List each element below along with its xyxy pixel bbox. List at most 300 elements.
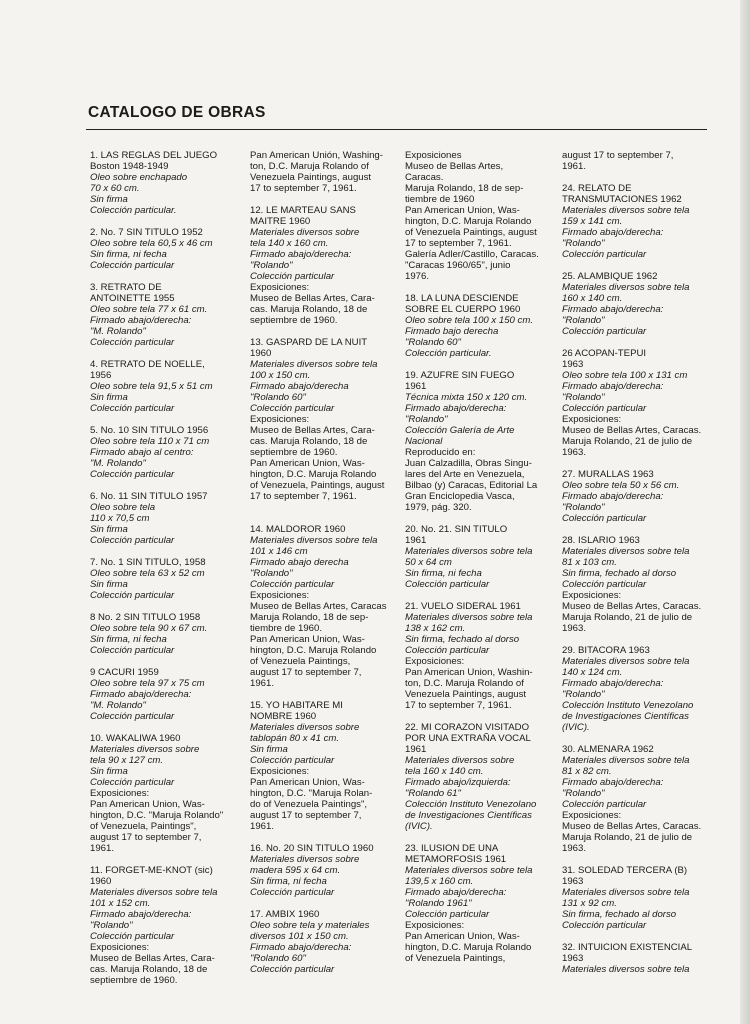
entry-line: Colección particular — [562, 799, 647, 810]
entry-line: 1961. — [90, 843, 115, 854]
entry-line: 1961. — [250, 678, 275, 689]
catalog-entry — [562, 271, 707, 337]
entry-line: septiembre de 1960. — [90, 975, 178, 986]
entry-line: Colección particular — [250, 887, 335, 898]
entry-line: Pan American Union, Was- — [405, 931, 520, 942]
entry-line: cas. Maruja Rolando, 18 de — [250, 436, 368, 447]
catalog-entry — [562, 150, 707, 172]
entry-line: 1963. — [562, 623, 587, 634]
entry-line: Firmado bajo derecha — [405, 326, 499, 337]
catalog-entry — [250, 909, 395, 975]
entry-line: Colección particular — [562, 403, 647, 414]
entry-line: Firmado abajo/derecha: — [405, 887, 507, 898]
entry-title: 9 CACURI 1959 — [90, 667, 159, 678]
entry-line: Museo de Bellas Artes, Cara- — [90, 953, 215, 964]
catalog-entry — [250, 843, 395, 898]
entry-title: 6. No. 11 SIN TITULO 1957 — [90, 491, 208, 502]
entry-line: Exposiciones: — [90, 942, 150, 953]
entry-title: 5. No. 10 SIN TITULO 1956 — [90, 425, 209, 436]
entry-line: Sin firma — [90, 766, 128, 777]
entry-line: hington, D.C. Maruja Rolando — [250, 645, 377, 656]
entry-line: Pan American Union, Washin- — [405, 667, 533, 678]
entry-line: 1979, pág. 320. — [405, 502, 472, 513]
entry-line: Materiales diversos sobre tela — [405, 865, 533, 876]
catalog-column-3 — [405, 150, 550, 975]
entry-line: Colección particular — [562, 513, 647, 524]
entry-line: Maruja Rolando, 21 de julio de — [562, 612, 693, 623]
entry-title: 17. AMBIX 1960 — [250, 909, 320, 920]
entry-line: Exposiciones: — [250, 766, 310, 777]
entry-title: TRANSMUTACIONES 1962 — [562, 194, 682, 205]
entry-title: NOMBRE 1960 — [250, 711, 317, 722]
title-rule — [86, 129, 707, 130]
catalog-entry — [250, 150, 395, 194]
catalog-entry — [90, 557, 235, 601]
entry-title: METAMORFOSIS 1961 — [405, 854, 507, 865]
entry-line: 1960 — [250, 348, 272, 359]
entry-line: Materiales diversos sobre — [405, 755, 515, 766]
entry-title: 16. No. 20 SIN TITULO 1960 — [250, 843, 374, 854]
entry-line: Museo de Bellas Artes, Cara- — [250, 293, 375, 304]
entry-line: Sin firma, fechado al dorso — [562, 909, 677, 920]
entry-line: diversos 101 x 150 cm. — [250, 931, 349, 942]
entry-line: Exposiciones: — [562, 590, 622, 601]
entry-line: ton, D.C. Maruja Rolando of — [405, 678, 524, 689]
entry-line: Firmado abajo/derecha: — [562, 227, 664, 238]
entry-title: 11. FORGET-ME-KNOT (sic) — [90, 865, 213, 876]
catalog-entry — [90, 733, 235, 854]
entry-line: hington, D.C. Maruja Rolando — [405, 942, 532, 953]
entry-line: Exposiciones: — [250, 282, 310, 293]
entry-line: "Rolando" — [562, 392, 605, 403]
entry-line: 17 to september 7, 1961. — [250, 183, 357, 194]
catalog-entry — [562, 348, 707, 458]
entry-line: Materiales diversos sobre tela — [562, 964, 690, 975]
entry-line: Sin firma, ni fecha — [250, 876, 327, 887]
entry-line: tela 140 x 160 cm. — [250, 238, 329, 249]
entry-line: Pan American Union, Was- — [405, 205, 520, 216]
entry-line: hington, D.C. "Maruja Rolan- — [250, 788, 373, 799]
entry-line: Oleo sobre tela 110 x 71 cm — [90, 436, 210, 447]
entry-line: "Rolando" — [250, 260, 293, 271]
entry-line: 159 x 141 cm. — [562, 216, 623, 227]
entry-line: Firmado abajo/derecha: — [250, 942, 352, 953]
entry-line: Colección Instituto Venezolano — [405, 799, 537, 810]
entry-line: 1963 — [562, 876, 584, 887]
entry-line: Colección particular — [250, 755, 335, 766]
entry-line: Colección particular. — [90, 205, 177, 216]
entry-line: Firmado abajo/derecha: — [250, 249, 352, 260]
entry-line: 1963 — [562, 953, 584, 964]
entry-line: Colección Galería de Arte — [405, 425, 515, 436]
entry-title: 10. WAKALIWA 1960 — [90, 733, 181, 744]
entry-line: Oleo sobre tela 63 x 52 cm — [90, 568, 205, 579]
catalog-entry — [405, 150, 550, 282]
entry-line: of Venezuela Paintings, august — [405, 227, 537, 238]
entry-line: Exposiciones: — [562, 810, 622, 821]
catalog-entry — [250, 337, 395, 502]
entry-line: Colección particular — [90, 931, 175, 942]
entry-line: august 17 to september 7, — [250, 667, 362, 678]
entry-line: Firmado abajo/derecha: — [562, 381, 664, 392]
entry-title: 25. ALAMBIQUE 1962 — [562, 271, 658, 282]
entry-line: de Investigaciones Científicas — [405, 810, 532, 821]
entry-line: Firmado abajo/derecha: — [562, 777, 664, 788]
entry-line: Colección particular — [90, 711, 175, 722]
entry-line: tiembre de 1960. — [250, 623, 322, 634]
entry-title: 26 ACOPAN-TEPUI — [562, 348, 647, 359]
entry-line: Firmado abajo derecha — [250, 557, 349, 568]
entry-line: Oleo sobre tela 60,5 x 46 cm — [90, 238, 213, 249]
entry-title: 22. MI CORAZON VISITADO — [405, 722, 530, 733]
entry-line: Exposiciones — [405, 150, 462, 161]
entry-line: Colección particular — [250, 271, 335, 282]
entry-line: Colección particular — [562, 920, 647, 931]
entry-line: Exposiciones: — [90, 788, 150, 799]
entry-line: Museo de Bellas Artes, Caracas. — [562, 425, 702, 436]
catalog-entry — [90, 612, 235, 656]
catalog-entry — [250, 205, 395, 326]
entry-line: "Rolando 60" — [250, 392, 306, 403]
entry-line: Colección particular — [250, 964, 335, 975]
entry-line: Firmado abajo/derecha: — [562, 491, 664, 502]
entry-line: Oleo sobre tela 91,5 x 51 cm — [90, 381, 213, 392]
entry-line: 17 to september 7, 1961. — [405, 700, 512, 711]
entry-line: "Rolando 60" — [405, 337, 461, 348]
entry-title: 13. GASPARD DE LA NUIT — [250, 337, 368, 348]
entry-line: "Rolando" — [562, 238, 605, 249]
entry-line: 1961 — [405, 381, 427, 392]
entry-line: Museo de Bellas Artes, Cara- — [250, 425, 375, 436]
entry-title: 15. YO HABITARE MI — [250, 700, 343, 711]
entry-line: Pan American Union, Was- — [90, 799, 205, 810]
entry-line: Exposiciones: — [405, 920, 465, 931]
entry-line: Colección particular — [562, 249, 647, 260]
entry-line: Colección particular — [90, 777, 175, 788]
entry-line: Colección particular — [90, 260, 175, 271]
entry-line: 101 x 152 cm. — [90, 898, 151, 909]
entry-line: "Rolando" — [562, 502, 605, 513]
entry-line: Materiales diversos sobre tela — [562, 205, 690, 216]
entry-line: Colección particular — [90, 469, 175, 480]
entry-line: 1961 — [405, 744, 427, 755]
catalog-entry — [562, 865, 707, 931]
entry-line: Materiales diversos sobre — [250, 227, 360, 238]
entry-line: Sin firma — [90, 392, 128, 403]
entry-title: 12. LE MARTEAU SANS — [250, 205, 356, 216]
catalog-entry — [562, 535, 707, 634]
entry-line: 1963. — [562, 843, 587, 854]
entry-line: Oleo sobre tela y materiales — [250, 920, 370, 931]
entry-title: 32. INTUICION EXISTENCIAL — [562, 942, 693, 953]
entry-line: hington, D.C. "Maruja Rolando" — [90, 810, 224, 821]
entry-line: 138 x 162 cm. — [405, 623, 466, 634]
entry-line: 160 x 140 cm. — [562, 293, 623, 304]
catalog-column-1 — [90, 150, 235, 997]
entry-line: Colección particular — [405, 645, 490, 656]
entry-title: 21. VUELO SIDERAL 1961 — [405, 601, 521, 612]
entry-line: Colección particular — [90, 403, 175, 414]
catalog-entry — [250, 524, 395, 689]
entry-line: Colección particular — [90, 535, 175, 546]
entry-line: cas. Maruja Rolando, 18 de — [250, 304, 368, 315]
entry-line: 1960 — [90, 876, 112, 887]
catalog-entry — [562, 469, 707, 524]
entry-line: Museo de Bellas Artes, — [405, 161, 504, 172]
entry-title: POR UNA EXTRAÑA VOCAL — [405, 733, 531, 744]
entry-line: 100 x 150 cm. — [250, 370, 311, 381]
entry-line: ton, D.C. Maruja Rolando of — [250, 161, 369, 172]
entry-line: Colección particular — [90, 645, 175, 656]
catalog-entry — [90, 150, 235, 216]
entry-line: "M. Rolando" — [90, 326, 146, 337]
entry-line: of Venezuela Paintings, — [405, 953, 506, 964]
entry-line: august 17 to september 7, — [250, 810, 362, 821]
entry-line: do of Venezuela Paintings", — [250, 799, 368, 810]
entry-line: Materiales diversos sobre tela — [562, 656, 690, 667]
catalog-entry — [90, 282, 235, 348]
entry-line: Firmado abajo/derecha: — [90, 689, 192, 700]
entry-title: 31. SOLEDAD TERCERA (B) — [562, 865, 688, 876]
entry-line: Exposiciones: — [562, 414, 622, 425]
entry-line: 131 x 92 cm. — [562, 898, 617, 909]
entry-line: Museo de Bellas Artes, Caracas. — [562, 601, 702, 612]
entry-line: Firmado abajo/izquierda: — [405, 777, 511, 788]
entry-line: august 17 to september 7, — [90, 832, 202, 843]
entry-title: 7. No. 1 SIN TITULO, 1958 — [90, 557, 206, 568]
entry-line: Materiales diversos sobre tela — [250, 359, 378, 370]
catalog-column-4 — [562, 150, 707, 986]
entry-line: 17 to september 7, 1961. — [250, 491, 357, 502]
entry-line: Sin firma, fechado al dorso — [562, 568, 677, 579]
entry-line: Colección particular — [90, 337, 175, 348]
catalog-entry — [405, 293, 550, 359]
entry-line: Gran Enciclopedia Vasca, — [405, 491, 515, 502]
entry-line: 1961. — [250, 821, 275, 832]
entry-line: of Venezuela, Paintings, august — [250, 480, 385, 491]
entry-line: "M. Rolando" — [90, 458, 146, 469]
entry-line: 139,5 x 160 cm. — [405, 876, 474, 887]
entry-line: Sin firma — [90, 579, 128, 590]
entry-title: 18. LA LUNA DESCIENDE — [405, 293, 519, 304]
entry-line: Firmado abajo/derecha: — [405, 403, 507, 414]
entry-line: Maruja Rolando, 21 de julio de — [562, 436, 693, 447]
entry-title: 29. BITACORA 1963 — [562, 645, 650, 656]
entry-line: Pan American Unión, Washing- — [250, 150, 383, 161]
entry-line: lares del Arte en Venezuela, — [405, 469, 525, 480]
entry-line: Sin firma, fechado al dorso — [405, 634, 520, 645]
entry-line: Materiales diversos sobre — [250, 722, 360, 733]
entry-line: Boston 1948-1949 — [90, 161, 169, 172]
catalog-entry — [90, 425, 235, 480]
entry-line: tiembre de 1960 — [405, 194, 475, 205]
entry-line: "Rolando" — [562, 689, 605, 700]
entry-line: Firmado abajo/derecha: — [90, 909, 192, 920]
catalog-entry — [90, 227, 235, 271]
entry-title: 1. LAS REGLAS DEL JUEGO — [90, 150, 218, 161]
entry-line: 1976. — [405, 271, 430, 282]
entry-line: Materiales diversos sobre tela — [562, 755, 690, 766]
entry-line: august 17 to september 7, — [562, 150, 674, 161]
entry-line: Firmado abajo/derecha — [250, 381, 349, 392]
entry-line: "Rolando" — [562, 315, 605, 326]
entry-line: Materiales diversos sobre tela — [562, 282, 690, 293]
entry-line: 17 to september 7, 1961. — [405, 238, 512, 249]
entry-line: Sin firma, ni fecha — [90, 249, 167, 260]
entry-line: 1961 — [405, 535, 427, 546]
entry-line: 81 x 82 cm. — [562, 766, 612, 777]
entry-line: Materiales diversos sobre — [250, 854, 360, 865]
page-binding-edge — [740, 0, 750, 1024]
catalog-entry — [405, 722, 550, 832]
entry-line: Colección Instituto Venezolano — [562, 700, 694, 711]
entry-line: "Rolando" — [90, 920, 133, 931]
catalog-entry — [562, 744, 707, 854]
entry-title: 23. ILUSION DE UNA — [405, 843, 499, 854]
entry-line: Maruja Rolando, 18 de sep- — [405, 183, 524, 194]
entry-line: 140 x 124 cm. — [562, 667, 623, 678]
entry-line: Firmado abajo/derecha: — [562, 304, 664, 315]
catalog-entry — [250, 700, 395, 832]
catalog-column-2 — [250, 150, 395, 986]
entry-line: Colección particular. — [405, 348, 492, 359]
entry-line: Caracas. — [405, 172, 444, 183]
entry-line: "Caracas 1960/65", junio — [405, 260, 511, 271]
entry-title: 20. No. 21. SIN TITULO — [405, 524, 508, 535]
entry-line: Materiales diversos sobre tela — [562, 546, 690, 557]
entry-line: Sin firma — [90, 524, 128, 535]
entry-title: MAITRE 1960 — [250, 216, 311, 227]
entry-title: 19. AZUFRE SIN FUEGO — [405, 370, 515, 381]
entry-line: Juan Calzadilla, Obras Singu- — [405, 458, 532, 469]
entry-line: Materiales diversos sobre tela — [405, 612, 533, 623]
entry-title: 28. ISLARIO 1963 — [562, 535, 640, 546]
entry-line: septiembre de 1960. — [250, 315, 338, 326]
catalog-entry — [405, 601, 550, 711]
entry-line: "Rolando" — [405, 414, 448, 425]
entry-line: Técnica mixta 150 x 120 cm. — [405, 392, 528, 403]
entry-line: Oleo sobre tela 97 x 75 cm — [90, 678, 205, 689]
entry-line: tela 160 x 140 cm. — [405, 766, 484, 777]
entry-line: Sin firma — [90, 194, 128, 205]
entry-line: Colección particular — [90, 590, 175, 601]
entry-line: 50 x 64 cm — [405, 557, 452, 568]
entry-line: Materiales diversos sobre — [90, 744, 200, 755]
entry-line: madera 595 x 64 cm. — [250, 865, 341, 876]
entry-line: Venezuela Paintings, august — [405, 689, 527, 700]
entry-line: Nacional — [405, 436, 443, 447]
entry-line: Reproducido en: — [405, 447, 476, 458]
entry-line: Colección particular — [405, 909, 490, 920]
entry-title: 2. No. 7 SIN TITULO 1952 — [90, 227, 203, 238]
entry-line: Sin firma — [250, 744, 288, 755]
entry-line: Materiales diversos sobre tela — [562, 887, 690, 898]
entry-line: Exposiciones: — [405, 656, 465, 667]
entry-line: Museo de Bellas Artes, Caracas — [250, 601, 387, 612]
entry-line: Materiales diversos sobre tela — [405, 546, 533, 557]
entry-line: Oleo sobre enchapado — [90, 172, 188, 183]
entry-line: 1963. — [562, 447, 587, 458]
entry-line: (IVIC). — [562, 722, 590, 733]
entry-line: "M. Rolando" — [90, 700, 146, 711]
catalog-entry — [90, 667, 235, 722]
entry-line: 1956 — [90, 370, 112, 381]
entry-line: "Rolando 61" — [405, 788, 461, 799]
entry-line: tablopán 80 x 41 cm. — [250, 733, 340, 744]
entry-title: 14. MALDOROR 1960 — [250, 524, 346, 535]
catalog-entry — [405, 370, 550, 513]
catalog-entry — [405, 843, 550, 964]
entry-line: Colección particular — [250, 403, 335, 414]
entry-title: 4. RETRATO DE NOELLE, — [90, 359, 205, 370]
entry-title: 24. RELATO DE — [562, 183, 632, 194]
entry-line: "Rolando 60" — [250, 953, 306, 964]
entry-line: 81 x 103 cm. — [562, 557, 617, 568]
entry-line: Colección particular — [562, 326, 647, 337]
entry-line: Pan American Union, Was- — [250, 458, 365, 469]
entry-line: Venezuela Paintings, august — [250, 172, 372, 183]
entry-line: of Venezuela, Paintings", — [90, 821, 197, 832]
entry-line: Pan American Union, Was- — [250, 634, 365, 645]
entry-line: of Venezuela Paintings, — [250, 656, 351, 667]
entry-line: 1963 — [562, 359, 584, 370]
catalog-entry — [90, 865, 235, 986]
entry-title: ANTOINETTE 1955 — [90, 293, 175, 304]
entry-line: Museo de Bellas Artes, Caracas. — [562, 821, 702, 832]
entry-line: 1961. — [562, 161, 587, 172]
entry-line: Sin firma, ni fecha — [90, 634, 167, 645]
entry-line: "Rolando" — [250, 568, 293, 579]
entry-line: "Rolando" — [562, 788, 605, 799]
entry-line: Oleo sobre tela 77 x 61 cm. — [90, 304, 208, 315]
entry-line: Colección particular — [405, 579, 490, 590]
entry-line: Pan American Union, Was- — [250, 777, 365, 788]
entry-line: Materiales diversos sobre tela — [250, 535, 378, 546]
entry-line: Firmado abajo/derecha: — [90, 315, 192, 326]
entry-line: Oleo sobre tela — [90, 502, 156, 513]
entry-line: 110 x 70,5 cm — [90, 513, 150, 524]
catalog-entry — [562, 645, 707, 733]
entry-line: Colección particular — [250, 579, 335, 590]
entry-line: (IVIC). — [405, 821, 433, 832]
entry-line: septiembre de 1960. — [250, 447, 338, 458]
entry-line: de Investigaciones Científicas — [562, 711, 689, 722]
entry-line: Galería Adler/Castillo, Caracas. — [405, 249, 539, 260]
entry-title: 3. RETRATO DE — [90, 282, 162, 293]
entry-line: hington, D.C. Maruja Rolando — [405, 216, 532, 227]
entry-line: "Rolando 1961" — [405, 898, 472, 909]
entry-line: cas. Maruja Rolando, 18 de — [90, 964, 208, 975]
entry-line: Firmado abajo al centro: — [90, 447, 194, 458]
catalog-entry — [90, 359, 235, 414]
entry-line: tela 90 x 127 cm. — [90, 755, 164, 766]
entry-line: Firmado abajo/derecha: — [562, 678, 664, 689]
entry-line: Oleo sobre tela 90 x 67 cm. — [90, 623, 208, 634]
catalog-entry — [90, 491, 235, 546]
entry-line: Exposiciones: — [250, 590, 310, 601]
entry-title: 8 No. 2 SIN TITULO 1958 — [90, 612, 201, 623]
entry-line: Maruja Rolando, 21 de julio de — [562, 832, 693, 843]
catalog-entry — [562, 183, 707, 260]
catalog-entry — [405, 524, 550, 590]
entry-line: hington, D.C. Maruja Rolando — [250, 469, 377, 480]
entry-title: SOBRE EL CUERPO 1960 — [405, 304, 521, 315]
page-title: CATALOGO DE OBRAS — [88, 104, 266, 121]
catalog-entry — [562, 942, 707, 975]
entry-line: 70 x 60 cm. — [90, 183, 140, 194]
entry-line: Oleo sobre tela 50 x 56 cm. — [562, 480, 680, 491]
entry-line: Oleo sobre tela 100 x 131 cm — [562, 370, 688, 381]
